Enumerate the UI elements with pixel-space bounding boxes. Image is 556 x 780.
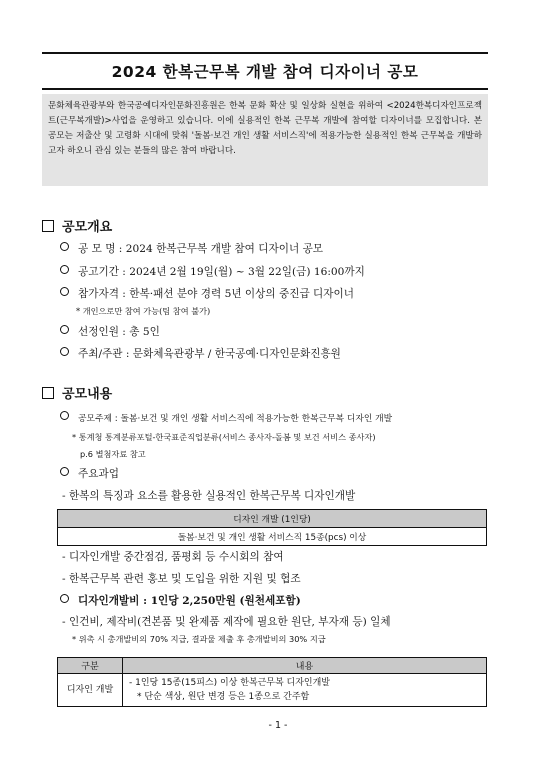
overview-item-count	[60, 324, 160, 339]
overview-item-period	[60, 264, 365, 279]
budget-text: 디자인개발비 : 1인당 2,250만원 (원천세포함)	[78, 595, 301, 607]
overview-item-eligibility	[60, 286, 354, 301]
eligibility-note: * 개인으로만 참여 가능(팀 참여 불가)	[76, 306, 211, 316]
section-content-label: 공모내용	[62, 387, 113, 402]
budget-line: - 인건비, 제작비(견본품 및 완제품 제작에 필요한 원단, 부자재 등) 일체	[62, 616, 391, 628]
main-task-heading	[60, 466, 119, 481]
table-row-label: 디자인 개발	[58, 674, 123, 707]
overview-item-text: 참가자격 : 한복·패션 분야 경력 5년 이상의 중진급 디자이너	[78, 288, 354, 300]
page-title: 2024 한복근무복 개발 참여 디자이너 공모	[42, 52, 488, 90]
circle-bullet-icon	[60, 325, 69, 334]
design-detail-table	[57, 657, 487, 707]
circle-bullet-icon	[60, 347, 69, 356]
main-task-text: 주요과업	[78, 468, 119, 480]
overview-item-name	[60, 241, 323, 256]
budget-heading	[60, 593, 301, 608]
circle-bullet-icon	[60, 467, 69, 476]
overview-item-text: 공 모 명 : 2024 한복근무복 개발 참여 디자이너 공모	[78, 243, 324, 255]
content-topic-text: 공모주제 : 돌봄·보건 및 개인 생활 서비스직에 적용가능한 한복근무복 디자인 개발	[78, 414, 393, 424]
table-row-line-2: * 단순 색상, 원단 변경 등은 1종으로 간주함	[137, 692, 310, 702]
section-overview-label: 공모개요	[62, 220, 113, 235]
square-bullet-icon	[42, 220, 54, 232]
topic-note-1: * 통계청 통계분류포털-한국표준직업분류(서비스 종사자-돌봄 및 보건 서비스 종사자)	[72, 432, 376, 442]
circle-bullet-icon	[60, 287, 69, 296]
topic-note-2: p.6 별첨자료 참고	[80, 449, 146, 459]
overview-item-text: 공고기간 : 2024년 2월 19일(월) ~ 3월 22일(금) 16:00까지	[78, 266, 365, 278]
overview-item-text: 주최/주관 : 문화체육관광부 / 한국공예·디자인문화진흥원	[78, 348, 341, 360]
design-dev-table	[57, 509, 487, 546]
intro-paragraph: 문화체육관광부와 한국공예디자인문화진흥원은 한복 문화 확산 및 일상화 실현을 위하여 <2024한복디자인프로젝트(근무복개발)>사업을 운영하고 있습니다. 이에 실용적인 한복 근무복 개발에 참여할 디자이너를 모집합니다. 본 공모는 저출산 및 고령화 시대에 맞춰 '돌봄·보건 개인 생활 서비스직'에 적용가능한 실용적인 한복 근무복을 개발하고자 하오니 관심 있는 분들의 많은 참여 바랍니다.	[42, 94, 488, 186]
content-topic	[60, 411, 392, 424]
table-col-content: 내용	[123, 658, 487, 674]
page-number: - 1 -	[268, 720, 288, 731]
design-dev-table-header: 디자인 개발 (1인당)	[58, 510, 487, 528]
circle-bullet-icon	[60, 594, 69, 603]
circle-bullet-icon	[60, 411, 69, 420]
budget-note: * 위촉 시 총개발비의 70% 지급, 결과물 제출 후 총개발비의 30% 지급	[72, 634, 326, 644]
overview-item-host	[60, 346, 341, 361]
section-content-heading	[42, 383, 112, 402]
table-row-content	[123, 674, 487, 707]
task-line-3: - 한복근무복 관련 홍보 및 도입을 위한 지원 및 협조	[62, 573, 301, 585]
table-row-line-1: - 1인당 15종(15피스) 이상 한복근무복 디자인개발	[129, 678, 331, 688]
overview-item-text: 선정인원 : 총 5인	[78, 326, 160, 338]
task-line-1: - 한복의 특징과 요소를 활용한 실용적인 한복근무복 디자인개발	[62, 490, 356, 502]
task-line-2: - 디자인개발 중간점검, 품평회 등 수시회의 참여	[62, 551, 284, 563]
square-bullet-icon	[42, 387, 54, 399]
circle-bullet-icon	[60, 242, 69, 251]
circle-bullet-icon	[60, 265, 69, 274]
table-col-category: 구분	[58, 658, 123, 674]
section-overview-heading	[42, 216, 112, 235]
design-dev-table-row: 돌봄·보건 및 개인 생활 서비스직 15종(pcs) 이상	[58, 528, 487, 546]
